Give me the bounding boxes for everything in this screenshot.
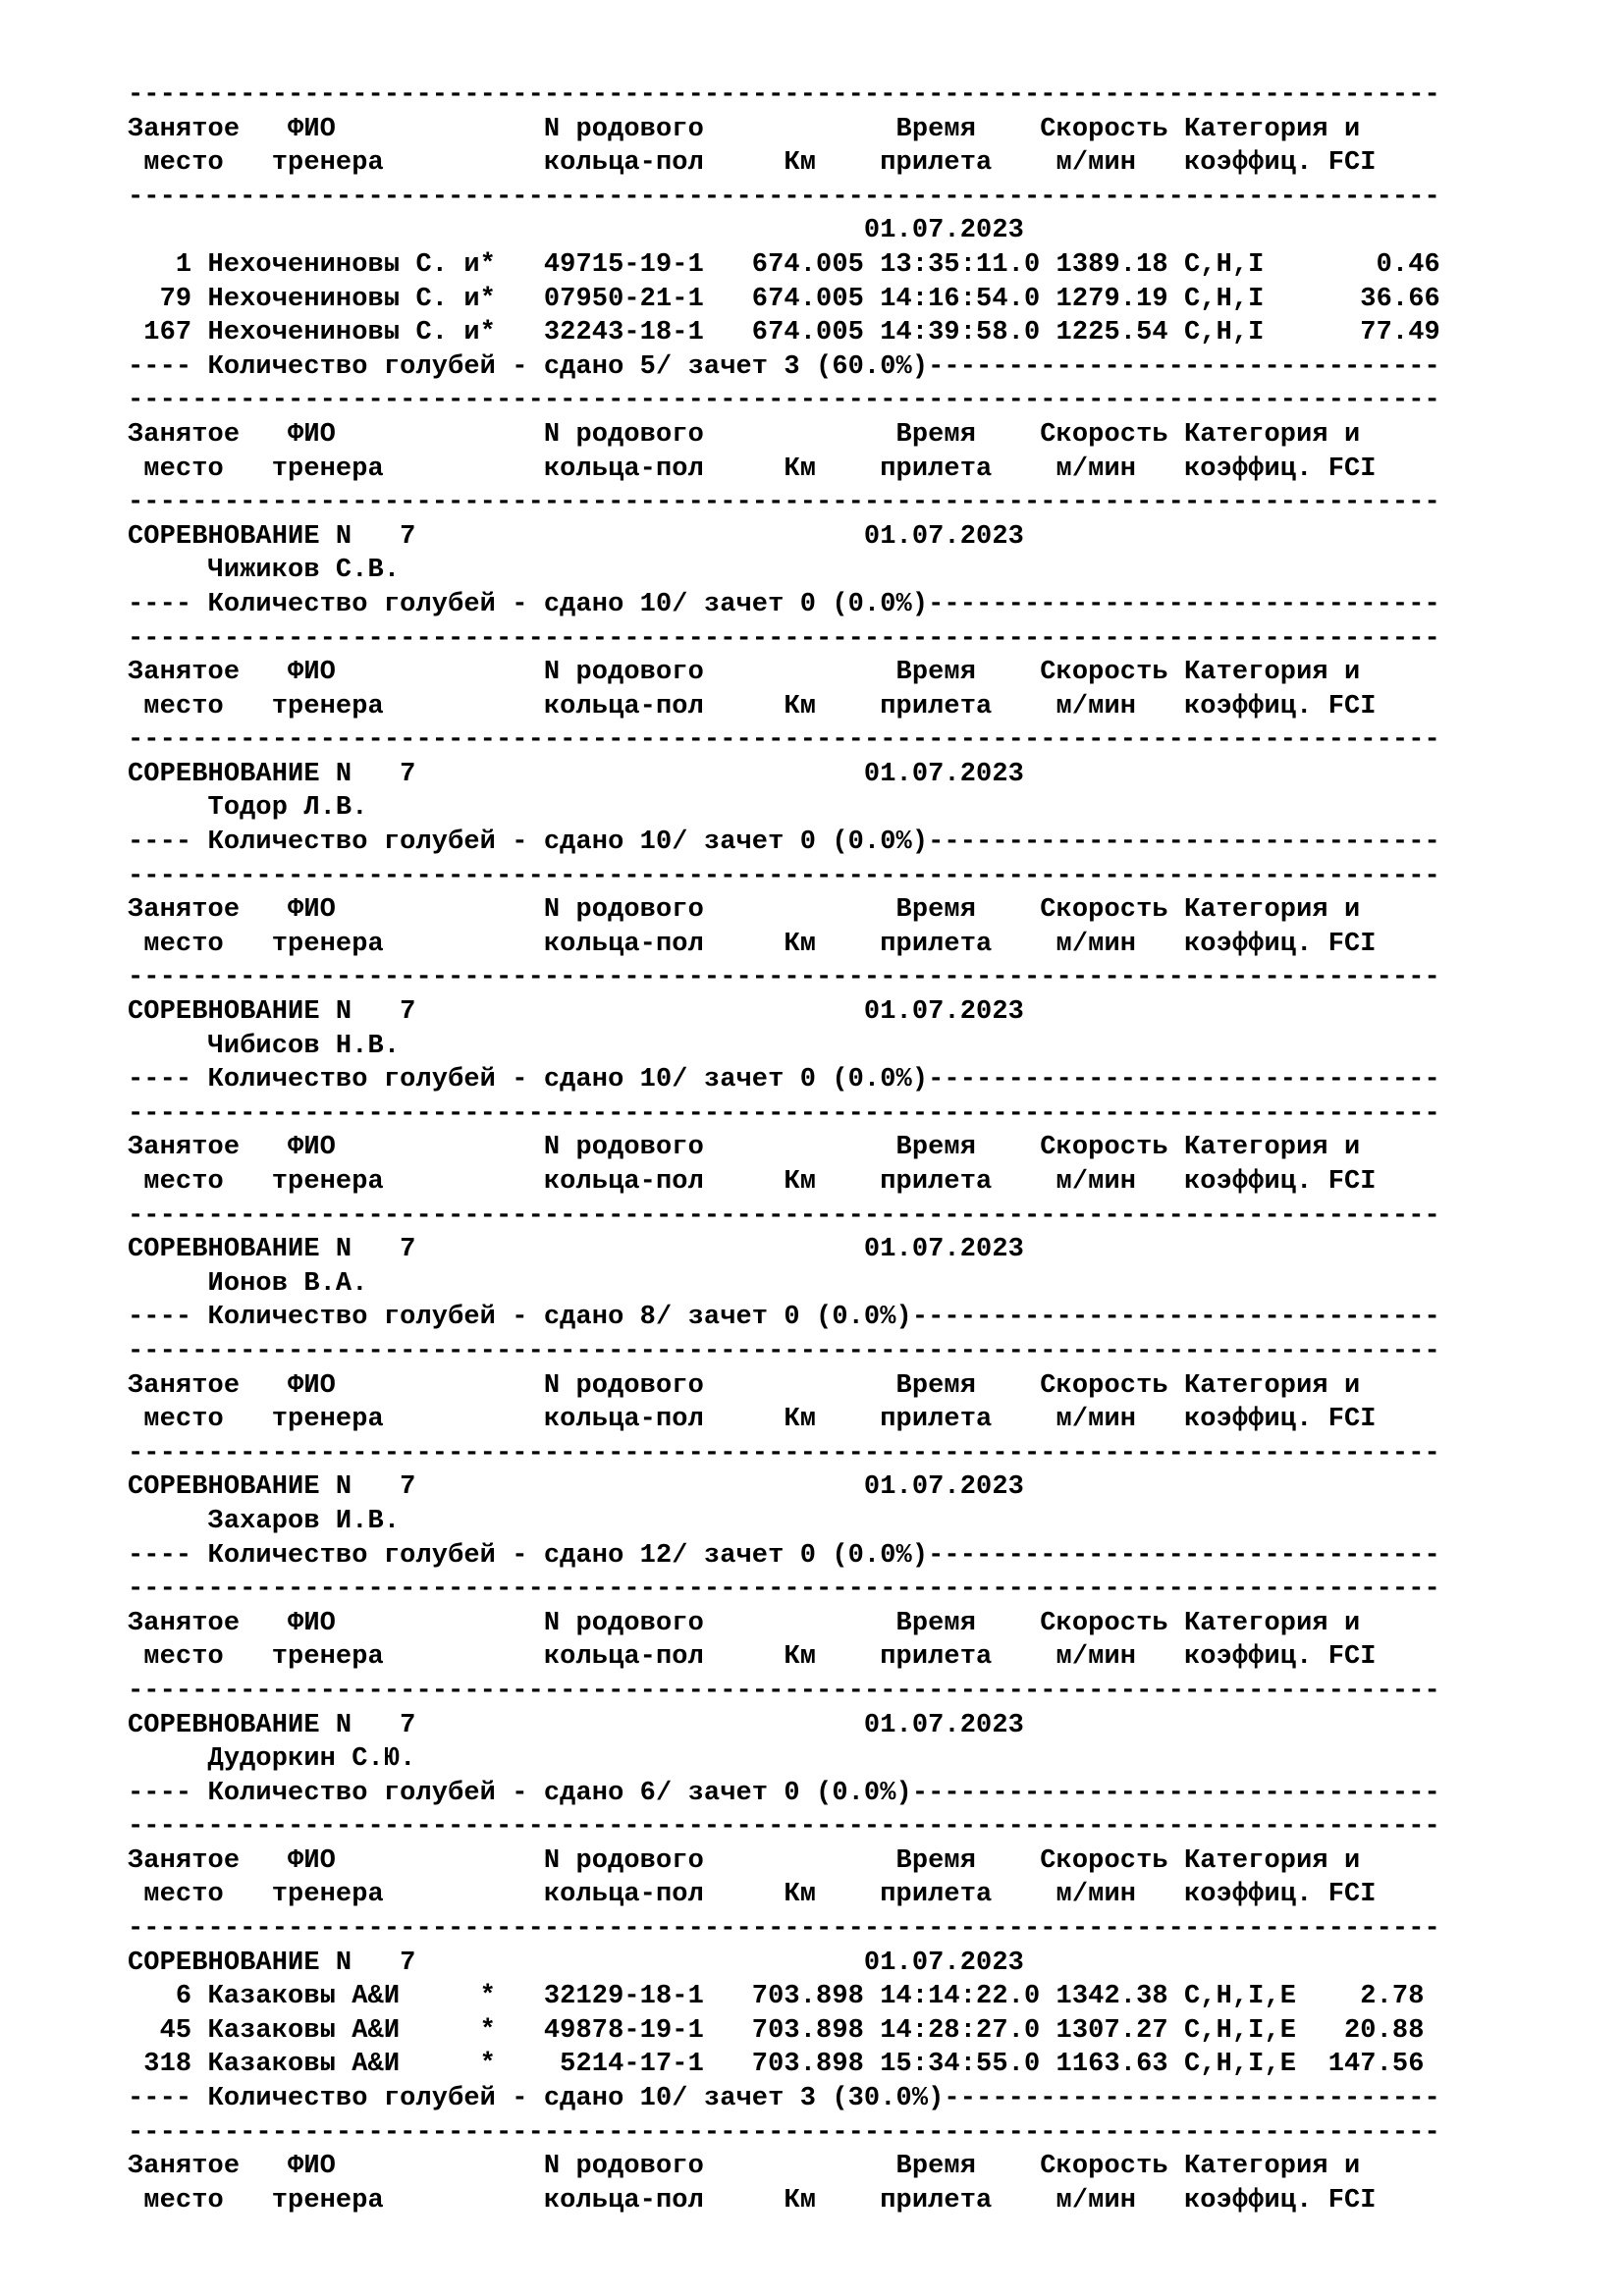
report-line: место тренера кольца-пол Км прилета м/мин коэффиц. FCI [128,454,1377,484]
report-line: ---- Количество голубей - сдано 10/ зачет 0 (0.0%)-------------------------------- [128,1065,1440,1095]
report-line: 6 Казаковы А&И * 32129-18-1 703.898 14:14:22.0 1342.38 C,H,I,E 2.78 [128,1982,1425,2012]
report-line: 79 Нехочениновы С. и* 07950-21-1 674.005 14:16:54.0 1279.19 C,H,I 36.66 [128,284,1440,314]
race-results-report [128,79,1600,2252]
report-line: Занятое ФИО N родового Время Скорость Категория и [128,658,1361,688]
report-line: ---------------------------------------------------------------------------------- [128,963,1440,993]
report-line: СОРЕВНОВАНИЕ N 7 01.07.2023 [128,1948,1024,1978]
report-line: Занятое ФИО N родового Время Скорость Категория и [128,1845,1361,1876]
report-line: место тренера кольца-пол Км прилета м/мин коэффиц. FCI [128,2185,1377,2216]
report-line: Дудоркин С.Ю. [128,1744,416,1775]
report-line: ---------------------------------------------------------------------------------- [128,1914,1440,1945]
report-line: ---------------------------------------------------------------------------------- [128,1676,1440,1706]
report-line: 318 Казаковы А&И * 5214-17-1 703.898 15:34:55.0 1163.63 C,H,I,E 147.56 [128,2050,1425,2080]
report-line: ---------------------------------------------------------------------------------- [128,861,1440,891]
report-line: Занятое ФИО N родового Время Скорость Категория и [128,2152,1361,2182]
report-line: СОРЕВНОВАНИЕ N 7 01.07.2023 [128,759,1024,789]
report-line: ---------------------------------------------------------------------------------- [128,725,1440,756]
report-line: СОРЕВНОВАНИЕ N 7 01.07.2023 [128,997,1024,1028]
report-line: ---------------------------------------------------------------------------------- [128,1336,1440,1366]
report-line: Занятое ФИО N родового Время Скорость Категория и [128,1133,1361,1163]
report-line: 01.07.2023 [128,216,1024,246]
report-line: ---------------------------------------------------------------------------------- [128,386,1440,416]
report-line: место тренера кольца-пол Км прилета м/мин коэффиц. FCI [128,1642,1377,1673]
report-line: место тренера кольца-пол Км прилета м/мин коэффиц. FCI [128,1405,1377,1435]
report-line: Занятое ФИО N родового Время Скорость Категория и [128,895,1361,926]
report-line: место тренера кольца-пол Км прилета м/мин коэффиц. FCI [128,691,1377,721]
report-line: ---- Количество голубей - сдано 10/ зачет 0 (0.0%)-------------------------------- [128,828,1440,858]
report-line: место тренера кольца-пол Км прилета м/мин коэффиц. FCI [128,148,1377,179]
report-line: место тренера кольца-пол Км прилета м/мин коэффиц. FCI [128,1167,1377,1197]
report-line: Тодор Л.В. [128,793,368,824]
report-line: ---------------------------------------------------------------------------------- [128,623,1440,654]
report-line: ---- Количество голубей - сдано 5/ зачет 3 (60.0%)-------------------------------- [128,351,1440,382]
report-line: Захаров И.В. [128,1506,401,1536]
report-line: СОРЕВНОВАНИЕ N 7 01.07.2023 [128,521,1024,552]
report-line: Чибисов Н.В. [128,1031,401,1061]
report-line: ---------------------------------------------------------------------------------- [128,488,1440,518]
report-line: 167 Нехочениновы С. и* 32243-18-1 674.005 14:39:58.0 1225.54 C,H,I 77.49 [128,318,1440,348]
report-line: ---- Количество голубей - сдано 12/ зачет 0 (0.0%)-------------------------------- [128,1540,1440,1571]
report-line: Занятое ФИО N родового Время Скорость Категория и [128,1608,1361,1638]
report-line: ---- Количество голубей - сдано 6/ зачет 0 (0.0%)--------------------------------- [128,1778,1440,1808]
report-line: ---------------------------------------------------------------------------------- [128,80,1440,110]
report-line: СОРЕВНОВАНИЕ N 7 01.07.2023 [128,1235,1024,1265]
report-line: место тренера кольца-пол Км прилета м/мин коэффиц. FCI [128,1880,1377,1910]
report-line: ---- Количество голубей - сдано 8/ зачет 0 (0.0%)--------------------------------- [128,1303,1440,1333]
report-line: ---------------------------------------------------------------------------------- [128,182,1440,212]
report-line: СОРЕВНОВАНИЕ N 7 01.07.2023 [128,1472,1024,1503]
report-line [128,2217,1600,2252]
report-line: Занятое ФИО N родового Время Скорость Категория и [128,1370,1361,1401]
report-line: 45 Казаковы А&И * 49878-19-1 703.898 14:28:27.0 1307.27 C,H,I,E 20.88 [128,2015,1425,2046]
report-line: ---------------------------------------------------------------------------------- [128,1201,1440,1231]
report-line: ---------------------------------------------------------------------------------- [128,1812,1440,1842]
report-line: ---------------------------------------------------------------------------------- [128,1438,1440,1468]
report-line: место тренера кольца-пол Км прилета м/мин коэффиц. FCI [128,929,1377,959]
report-line: Чижиков С.В. [128,556,401,586]
report-line: Занятое ФИО N родового Время Скорость Категория и [128,114,1361,144]
report-line: Занятое ФИО N родового Время Скорость Категория и [128,419,1361,450]
report-line: ---- Количество голубей - сдано 10/ зачет 0 (0.0%)-------------------------------- [128,589,1440,619]
report-line: 1 Нехочениновы С. и* 49715-19-1 674.005 13:35:11.0 1389.18 C,H,I 0.46 [128,249,1440,280]
report-line: ---------------------------------------------------------------------------------- [128,1098,1440,1129]
report-line: Ионов В.А. [128,1268,368,1299]
report-line: ---------------------------------------------------------------------------------- [128,2117,1440,2148]
report-line: ---------------------------------------------------------------------------------- [128,1575,1440,1605]
report-line: ---- Количество голубей - сдано 10/ зачет 3 (30.0%)------------------------------- [128,2084,1440,2114]
report-line: СОРЕВНОВАНИЕ N 7 01.07.2023 [128,1710,1024,1740]
